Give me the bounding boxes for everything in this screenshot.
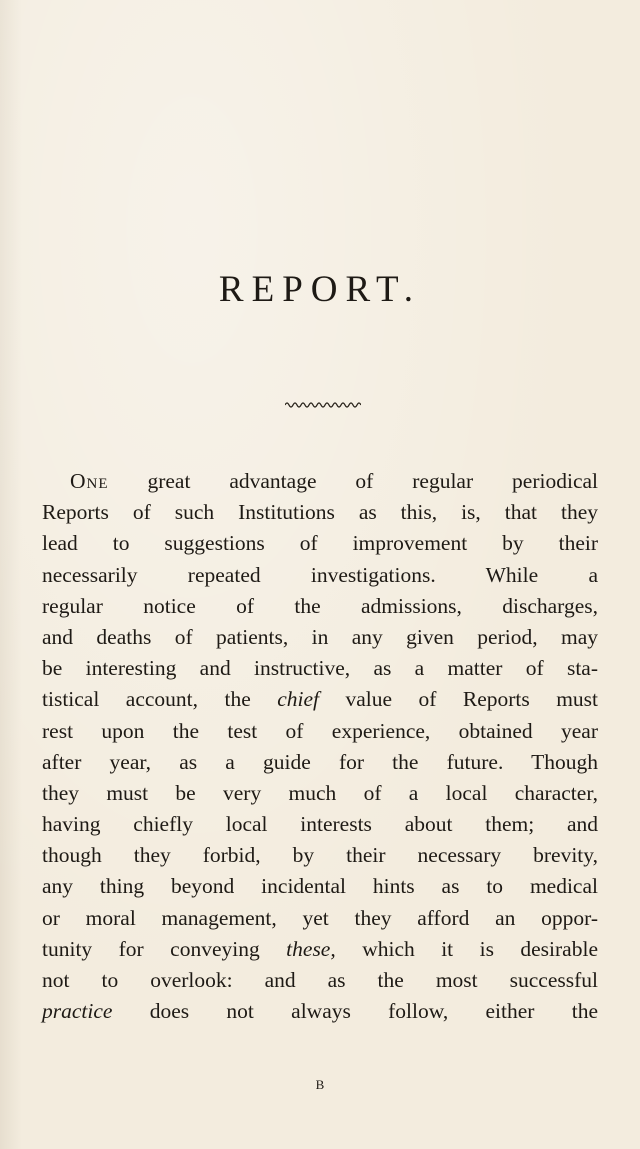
lead-word: One xyxy=(70,469,109,493)
report-paragraph xyxy=(42,466,598,1027)
text-line: having chiefly local interests about them; and xyxy=(42,812,598,837)
text-line: though they forbid, by their necessary brevity, xyxy=(42,843,598,868)
page-title: REPORT. xyxy=(218,269,422,310)
signature-mark: B xyxy=(315,1077,325,1092)
text-line: rest upon the test of experience, obtained year xyxy=(42,718,598,743)
text-line: and deaths of patients, in any given period, may xyxy=(42,624,598,649)
text-line: any thing beyond incidental hints as to medical xyxy=(42,874,598,899)
text-line: after year, as a guide for the future. Though xyxy=(42,749,598,774)
text-line: lead to suggestions of improvement by their xyxy=(42,531,598,556)
text-line: they must be very much of a local character, xyxy=(42,780,598,805)
text-line: tistical account, the chief value of Reports must xyxy=(42,687,599,712)
text-line: practice does not always follow, either the xyxy=(42,999,598,1024)
italic-word: chief xyxy=(277,687,319,712)
text-line: regular notice of the admissions, discharges, xyxy=(42,593,598,618)
text-line: be interesting and instructive, as a matter of sta- xyxy=(42,656,598,681)
text-line: One great advantage of regular periodical xyxy=(70,469,598,493)
text-line: tunity for conveying these, which it is desirable xyxy=(42,936,598,961)
text-line: not to overlook: and as the most successful xyxy=(42,968,598,992)
text-line: or moral management, yet they afford an oppor- xyxy=(42,905,598,930)
ornamental-rule xyxy=(285,400,361,410)
italic-word: these, xyxy=(286,936,336,961)
text-line: Reports of such Institutions as this, is, that they xyxy=(42,500,598,525)
text-line: necessarily repeated investigations. While a xyxy=(42,562,598,587)
italic-word: practice xyxy=(42,999,113,1024)
